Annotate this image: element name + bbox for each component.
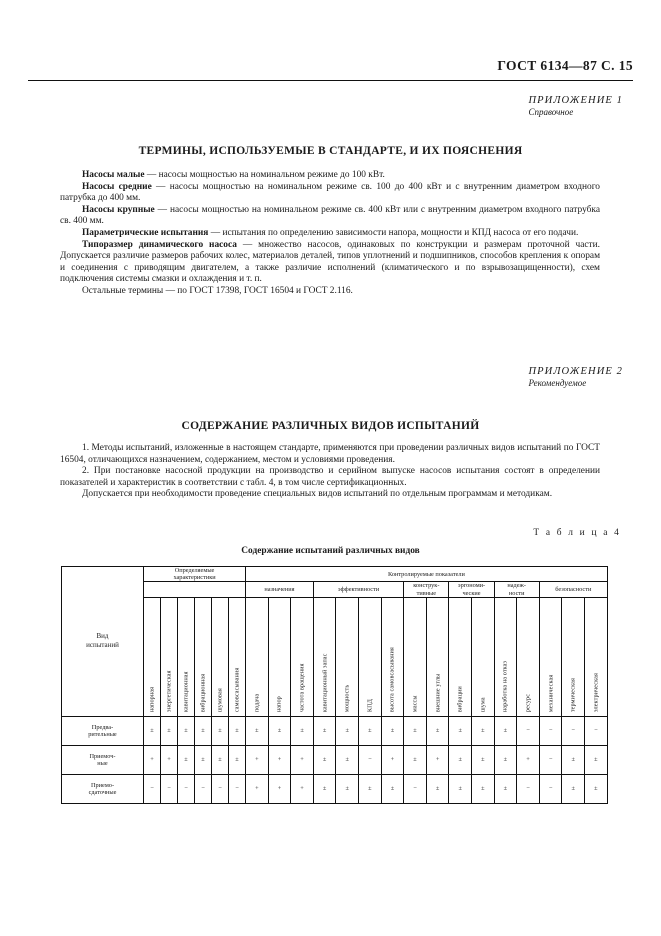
- column-header-label: внешние углы: [434, 673, 442, 712]
- table-row: [62, 716, 608, 745]
- table-mark-cell: −: [539, 745, 562, 774]
- table-mark-cell: ±: [212, 745, 229, 774]
- table-mark-cell: ±: [195, 745, 212, 774]
- row-header-corner: [62, 567, 144, 717]
- terms-paragraph: Насосы крупные — насосы мощностью на номинальном режиме св. 400 кВт или с внутренним диаметром входного патрубка св. 400 мм.: [60, 204, 600, 227]
- table-mark-cell: −: [144, 774, 161, 803]
- table-mark-cell: ±: [229, 716, 246, 745]
- column-header-indicator: [562, 597, 585, 716]
- group-header-indicators: Контролируемые показатели: [246, 567, 608, 582]
- table-mark-cell: ±: [313, 774, 336, 803]
- table-mark-cell: ±: [313, 745, 336, 774]
- column-header-label: напор: [275, 695, 283, 712]
- table-mark-cell: −: [539, 716, 562, 745]
- column-header-label: вибрации: [456, 685, 464, 712]
- table-mark-cell: −: [161, 774, 178, 803]
- terms-paragraph: Остальные термины — по ГОСТ 17398, ГОСТ 16504 и ГОСТ 2.116.: [82, 285, 353, 296]
- table-mark-cell: ±: [268, 716, 291, 745]
- table-mark-cell: ±: [178, 716, 195, 745]
- column-header-label: энергетическая: [165, 670, 173, 712]
- table-mark-cell: ±: [195, 716, 212, 745]
- row-header-label: Вид испытаний: [86, 632, 119, 650]
- subgroup-header: эргономи- ческие: [449, 582, 494, 597]
- table-mark-cell: ±: [584, 745, 607, 774]
- column-header-indicator: [539, 597, 562, 716]
- group-header-characteristics: Определяемые характеристики: [144, 567, 246, 582]
- content-section-title: СОДЕРЖАНИЕ РАЗЛИЧНЫХ ВИДОВ ИСПЫТАНИЙ: [181, 420, 480, 432]
- table-mark-cell: +: [426, 745, 449, 774]
- table-mark-cell: +: [381, 745, 404, 774]
- row-label: Приемо- сдаточные: [62, 774, 144, 803]
- table-row: [62, 745, 608, 774]
- table-mark-cell: +: [144, 745, 161, 774]
- subgroup-spacer-characteristics: [144, 582, 246, 597]
- column-header-indicator: [472, 597, 495, 716]
- table-mark-cell: ±: [562, 774, 585, 803]
- column-header-label: ресурс: [524, 693, 532, 712]
- subgroup-header: надеж- ности: [494, 582, 539, 597]
- column-header-label: кавитационная: [182, 671, 190, 712]
- table-mark-cell: −: [562, 716, 585, 745]
- table-row: [62, 774, 608, 803]
- table-mark-cell: −: [539, 774, 562, 803]
- table-grid: [61, 566, 608, 804]
- table-header-row-subgroups: [62, 582, 608, 597]
- column-header-label: электрическая: [592, 672, 600, 712]
- table-mark-cell: +: [268, 774, 291, 803]
- appendix-2-block: [528, 365, 623, 389]
- term-name: Параметрические испытания: [82, 227, 209, 238]
- terms-paragraph: Параметрические испытания — испытания по определению зависимости напора, мощности и КПД насоса от его подачи.: [82, 227, 579, 238]
- column-header-characteristic: [212, 597, 229, 716]
- column-header-label: напорная: [148, 686, 156, 712]
- terms-paragraph: Типоразмер динамического насоса — множество насосов, одинаковых по конструкции и размерам проточной части. Допускается различие размеров рабочих колес, материалов деталей, типов уплотнений и подшипников, способов крепления к опорам и соединения с приводящим двигателем, а также различие исполнений (климатического и по взрывозащищенности), схем подключения системы смазки и охлаждения и т. п.: [60, 239, 600, 285]
- subgroup-header: назначения: [246, 582, 314, 597]
- table-mark-cell: ±: [161, 716, 178, 745]
- column-header-indicator: [517, 597, 540, 716]
- subgroup-header: конструк- тивные: [404, 582, 449, 597]
- column-header-label: наработка на отказ: [501, 660, 509, 712]
- table-mark-cell: ±: [212, 716, 229, 745]
- subgroup-header: эффективности: [313, 582, 403, 597]
- table-mark-cell: ±: [449, 774, 472, 803]
- table-mark-cell: ±: [313, 716, 336, 745]
- table-mark-cell: ±: [336, 716, 359, 745]
- column-header-label: частота вращения: [298, 663, 306, 712]
- table-mark-cell: ±: [494, 716, 517, 745]
- table-mark-cell: ±: [472, 774, 495, 803]
- column-header-indicator: [246, 597, 269, 716]
- appendix-1-block: [528, 94, 623, 118]
- column-header-indicator: [291, 597, 314, 716]
- appendix-1-subtitle: Справочное: [528, 107, 574, 118]
- column-header-label: КПД: [366, 698, 374, 712]
- term-name: Насосы крупные: [82, 204, 155, 215]
- table-mark-cell: −: [584, 716, 607, 745]
- row-label: Предва- рительные: [62, 716, 144, 745]
- terms-paragraph: Насосы средние — насосы мощностью на номинальном режиме св. 100 до 400 кВт и с внутренним диаметром входного патрубка до 400 мм.: [60, 181, 600, 204]
- column-header-characteristic: [161, 597, 178, 716]
- table-mark-cell: ±: [584, 774, 607, 803]
- subgroup-header: безопасности: [539, 582, 607, 597]
- table-mark-cell: +: [517, 745, 540, 774]
- table-header-row-columns: [62, 597, 608, 716]
- table-mark-cell: +: [291, 774, 314, 803]
- column-header-indicator: [381, 597, 404, 716]
- table-mark-cell: ±: [178, 745, 195, 774]
- table-mark-cell: ±: [359, 716, 382, 745]
- table-mark-cell: +: [246, 774, 269, 803]
- table-mark-cell: +: [246, 745, 269, 774]
- content-section-body: [60, 443, 600, 501]
- column-header-indicator: [584, 597, 607, 716]
- table-mark-cell: ±: [291, 716, 314, 745]
- content-paragraph: Допускается при необходимости проведение специальных видов испытаний по отдельным программам и методикам.: [82, 489, 553, 500]
- column-header-label: вибрационная: [199, 673, 207, 712]
- terms-paragraph: Насосы малые — насосы мощностью на номинальном режиме до 100 кВт.: [82, 170, 385, 180]
- table-mark-cell: +: [291, 745, 314, 774]
- column-header-label: термическая: [569, 677, 577, 712]
- column-header-indicator: [359, 597, 382, 716]
- column-header-indicator: [268, 597, 291, 716]
- column-header-label: самовсасывания: [233, 667, 241, 712]
- table-mark-cell: ±: [562, 745, 585, 774]
- document-header-id: ГОСТ 6134—87 С. 15: [497, 58, 633, 73]
- table-mark-cell: ±: [449, 745, 472, 774]
- table-mark-cell: ±: [359, 774, 382, 803]
- table-mark-cell: ±: [246, 716, 269, 745]
- header-rule: [28, 80, 633, 81]
- table-mark-cell: −: [517, 716, 540, 745]
- table-mark-cell: ±: [336, 745, 359, 774]
- table-mark-cell: +: [268, 745, 291, 774]
- terms-section-body: [60, 170, 600, 298]
- table-mark-cell: ±: [472, 745, 495, 774]
- column-header-characteristic: [178, 597, 195, 716]
- table-mark-cell: ±: [494, 774, 517, 803]
- column-header-label: кавитационный запас: [321, 653, 329, 712]
- column-header-characteristic: [195, 597, 212, 716]
- appendix-2-subtitle: Рекомендуемое: [528, 378, 587, 389]
- column-header-characteristic: [229, 597, 246, 716]
- table-mark-cell: ±: [404, 745, 427, 774]
- column-header-label: мощность: [343, 684, 351, 712]
- tests-content-table: [61, 566, 607, 841]
- content-paragraph: 1. Методы испытаний, изложенные в настоящем стандарте, применяются при проведении различных видов испытаний по ГОСТ 16504, отличающихся назначением, содержанием, местом и условиями проведения.: [60, 443, 600, 465]
- table-mark-cell: ±: [426, 716, 449, 745]
- term-name: Типоразмер динамического насоса: [82, 239, 237, 250]
- column-header-characteristic: [144, 597, 161, 716]
- table-mark-cell: ±: [472, 716, 495, 745]
- table-header-row-groups: [62, 567, 608, 582]
- table-mark-cell: ±: [144, 716, 161, 745]
- column-header-label: подача: [253, 693, 261, 712]
- table-mark-cell: −: [212, 774, 229, 803]
- table-mark-cell: ±: [381, 774, 404, 803]
- table-mark-cell: −: [178, 774, 195, 803]
- appendix-1-title: ПРИЛОЖЕНИЕ 1: [528, 95, 623, 106]
- table-mark-cell: −: [404, 774, 427, 803]
- table-mark-cell: −: [359, 745, 382, 774]
- table-mark-cell: ±: [229, 745, 246, 774]
- table-mark-cell: −: [229, 774, 246, 803]
- terms-section-title: ТЕРМИНЫ, ИСПОЛЬЗУЕМЫЕ В СТАНДАРТЕ, И ИХ ПОЯСНЕНИЯ: [138, 145, 523, 157]
- table-mark-cell: ±: [381, 716, 404, 745]
- column-header-indicator: [313, 597, 336, 716]
- column-header-indicator: [404, 597, 427, 716]
- table-mark-cell: +: [161, 745, 178, 774]
- column-header-indicator: [449, 597, 472, 716]
- appendix-2-title: ПРИЛОЖЕНИЕ 2: [528, 366, 623, 377]
- column-header-label: массы: [411, 695, 419, 712]
- column-header-indicator: [494, 597, 517, 716]
- column-header-indicator: [426, 597, 449, 716]
- column-header-label: механическая: [547, 674, 555, 712]
- term-name: Насосы малые: [82, 170, 145, 180]
- column-header-label: шума: [479, 697, 487, 712]
- content-paragraph: 2. При постановке насосной продукции на производство и серийном выпуске насосов испытания состоят в определении показателей и характеристик в соответствии с табл. 4, в том числе сертификационных.: [60, 466, 600, 488]
- table-mark-cell: −: [517, 774, 540, 803]
- table-mark-cell: ±: [404, 716, 427, 745]
- column-header-label: высота самовсасывания: [388, 646, 396, 712]
- term-name: Насосы средние: [82, 181, 152, 192]
- table-mark-cell: ±: [336, 774, 359, 803]
- table-mark-cell: ±: [426, 774, 449, 803]
- table-mark-cell: ±: [449, 716, 472, 745]
- table-caption: Содержание испытаний различных видов: [241, 546, 420, 556]
- row-label: Приемоч- ные: [62, 745, 144, 774]
- table-mark-cell: ±: [494, 745, 517, 774]
- table-mark-cell: −: [195, 774, 212, 803]
- table-number-label: Т а б л и ц а 4: [533, 528, 621, 538]
- column-header-indicator: [336, 597, 359, 716]
- column-header-label: шумовая: [216, 688, 224, 712]
